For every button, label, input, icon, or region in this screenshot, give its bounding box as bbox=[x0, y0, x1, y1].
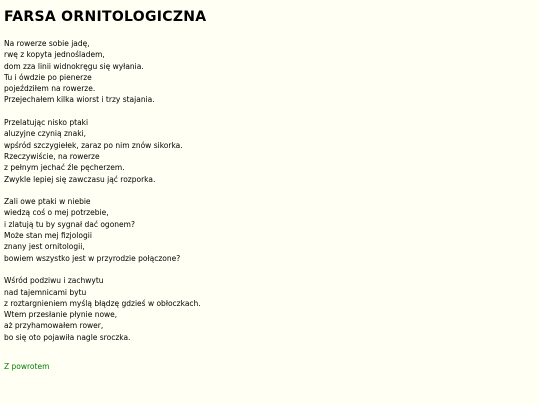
poem-line: dom zza linii widnokręgu się wyłania. bbox=[4, 61, 144, 71]
poem-line: rwę z kopyta jednośladem, bbox=[4, 50, 105, 60]
stanza-3 bbox=[4, 196, 536, 264]
poem-line: znany jest ornitologii, bbox=[4, 242, 85, 252]
poem-line: aż przyhamowałem rower, bbox=[4, 321, 104, 331]
poem-line: bo się oto pojawiła nagle sroczka. bbox=[4, 332, 131, 342]
back-link[interactable]: Z powrotem bbox=[4, 362, 50, 372]
stanza-4 bbox=[4, 275, 536, 343]
poem-line: z roztargnieniem myślą błądzę gdzieś w obłoczkach. bbox=[4, 298, 201, 308]
poem-line: aluzyjne czynią znaki, bbox=[4, 129, 87, 139]
poem-line: Zwykle lepiej się zawczasu jąć rozporka. bbox=[4, 174, 156, 184]
stanza-2 bbox=[4, 117, 536, 185]
poem-line: Wśród podziwu i zachwytu bbox=[4, 276, 104, 286]
poem-line: Wtem przesłanie płynie nowe, bbox=[4, 310, 118, 320]
poem-line: z pełnym jechać źle pęcherzem. bbox=[4, 163, 125, 173]
poem-line: Może stan mej fizjologii bbox=[4, 231, 92, 241]
poem-line: Tu i ówdzie po pienerze bbox=[4, 72, 92, 82]
poem-line: i zlatują tu by sygnał dać ogonem? bbox=[4, 219, 135, 229]
poem-body bbox=[4, 38, 536, 343]
poem-line: Przelatując nisko ptaki bbox=[4, 118, 89, 128]
poem-line: pojeździłem na rowerze. bbox=[4, 84, 96, 94]
poem-line: Rzeczywiście, na rowerze bbox=[4, 151, 100, 161]
poem-line: Przejechałem kilka wiorst i trzy stajania. bbox=[4, 95, 155, 105]
poem-title: FARSA ORNITOLOGICZNA bbox=[4, 9, 207, 25]
poem-line: wpśród szczygiełek, zaraz po nim znów sikorka. bbox=[4, 140, 183, 150]
poem-line: bowiem wszystko jest w przyrodzie połączone? bbox=[4, 253, 181, 263]
stanza-1 bbox=[4, 38, 536, 106]
poem-line: nad tajemnicami bytu bbox=[4, 287, 87, 297]
poem-line: wiedzą coś o mej potrzebie, bbox=[4, 208, 109, 218]
poem-line: Na rowerze sobie jadę, bbox=[4, 39, 90, 48]
poem-line: Zali owe ptaki w niebie bbox=[4, 197, 91, 207]
